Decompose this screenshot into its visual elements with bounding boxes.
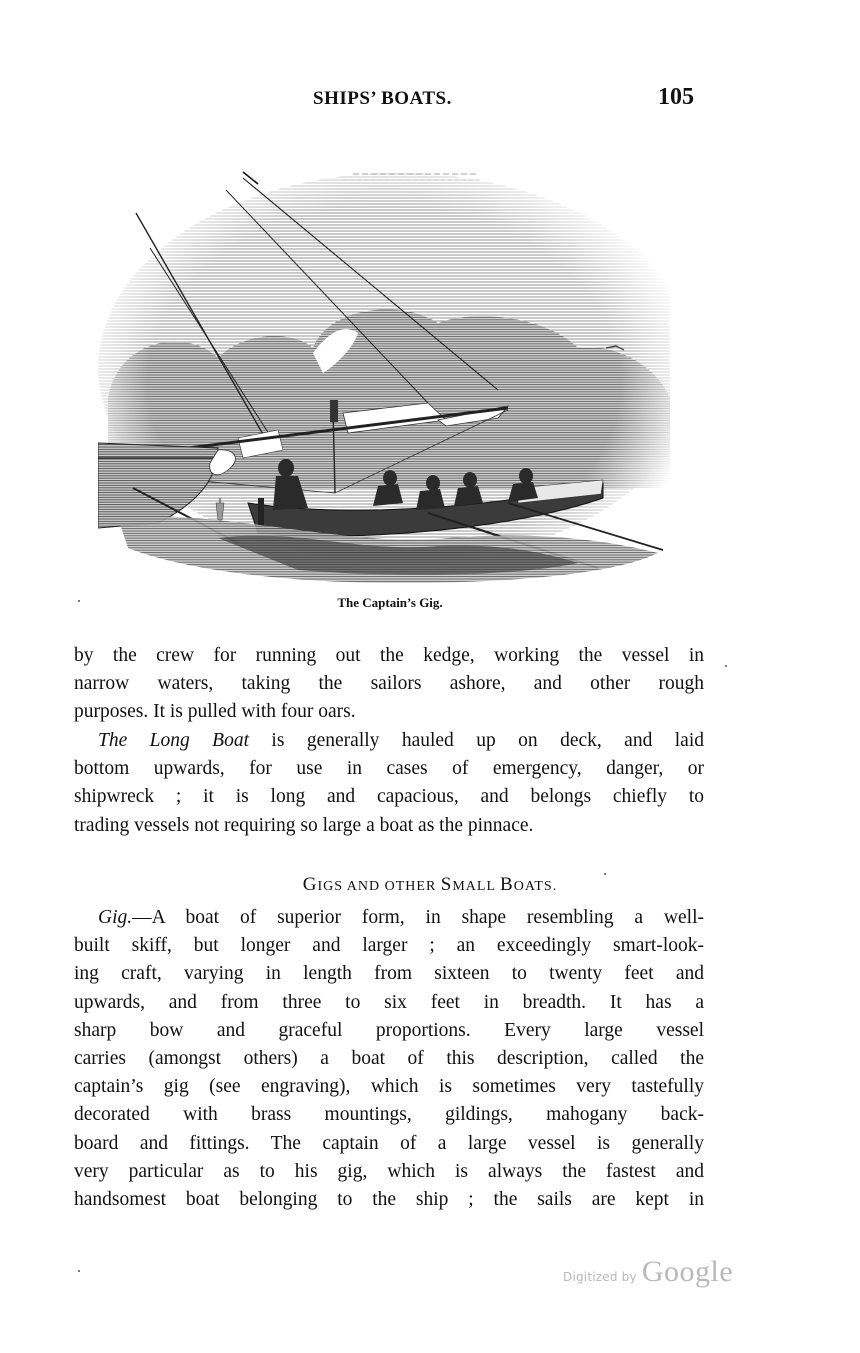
print-speck xyxy=(604,873,606,875)
text-line: board and fittings. The captain of a large vessel is generally xyxy=(74,1132,704,1154)
text-line: carries (amongst others) a boat of this description, called the xyxy=(74,1047,704,1069)
google-logo-icon: Google xyxy=(641,1255,734,1288)
heading-part: B xyxy=(500,874,514,895)
print-speck xyxy=(725,665,727,667)
text-line: handsomest boat belonging to the ship ; the sails are kept in xyxy=(74,1188,704,1210)
text-line: upwards, and from three to six feet in breadth. It has a xyxy=(74,991,704,1013)
text-run: is generally hauled up on deck, and laid xyxy=(249,730,704,751)
heading-part: MALL xyxy=(452,879,501,894)
text-line: by the crew for running out the kedge, working the vessel in xyxy=(74,645,704,666)
paragraph-3 xyxy=(74,904,704,1214)
page-number: 105 xyxy=(658,84,694,110)
figure-caption: The Captain’s Gig. xyxy=(337,595,443,610)
text-line: narrow waters, taking the sailors ashore, and other rough xyxy=(74,673,704,695)
print-speck xyxy=(78,600,80,602)
heading-part: OATS. xyxy=(513,879,558,894)
text-run: —A boat of superior form, in shape resembling a well- xyxy=(132,907,704,928)
running-head xyxy=(0,86,860,116)
text-line: built skiff, but longer and larger ; an exceedingly smart-look- xyxy=(74,935,704,957)
captain-gig-engraving-icon xyxy=(98,158,670,588)
digitized-by-google-watermark xyxy=(563,1255,733,1289)
text-line: decorated with brass mountings, gildings, mahogany back- xyxy=(74,1104,704,1126)
text-line: captain’s gig (see engraving), which is sometimes very tastefully xyxy=(74,1076,704,1098)
section-heading xyxy=(0,874,860,896)
gig-term: Gig. xyxy=(98,907,133,928)
engraving-illustration xyxy=(98,158,670,588)
watermark-prefix: Digitized by xyxy=(563,1270,637,1284)
text-line: very particular as to his gig, which is always the fastest and xyxy=(74,1160,704,1182)
text-line: trading vessels not requiring so large a boat as the pinnace. xyxy=(74,814,534,836)
text-line: sharp bow and graceful proportions. Every large vessel xyxy=(74,1019,704,1041)
text-line: bottom upwards, for use in cases of emergency, danger, or xyxy=(74,758,704,780)
text-line xyxy=(74,904,704,932)
paragraph-1 xyxy=(74,642,704,727)
text-line: shipwreck ; it is long and capacious, and belongs chiefly to xyxy=(74,786,704,808)
print-speck xyxy=(78,1270,80,1272)
heading-part: IGS AND OTHER xyxy=(317,879,441,894)
long-boat-term: The Long Boat xyxy=(98,730,250,751)
heading-part: S xyxy=(440,874,453,895)
text-line: ing craft, varying in length from sixteen to twenty feet and xyxy=(74,963,704,985)
paragraph-2 xyxy=(74,727,704,840)
heading-part: G xyxy=(302,874,318,895)
text-line: purposes. It is pulled with four oars. xyxy=(74,701,356,723)
text-line xyxy=(74,727,704,755)
running-title: SHIPS’ BOATS. xyxy=(313,88,452,109)
